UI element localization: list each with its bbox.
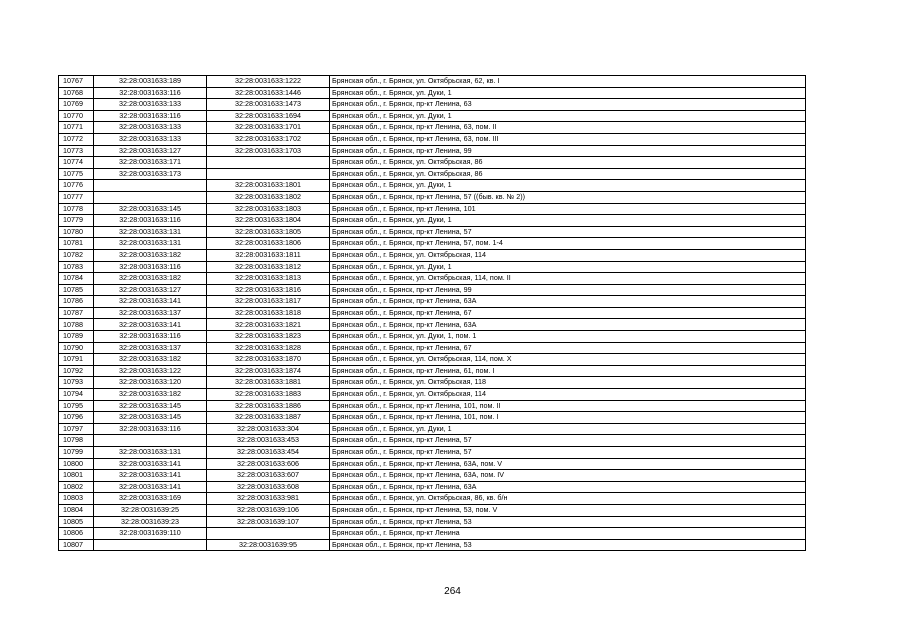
row-number-cell: 10791 [59,354,94,366]
parent-cadastral-number-cell: 32:28:0031633:145 [94,400,207,412]
row-number-cell: 10780 [59,226,94,238]
address-cell: Брянская обл., г. Брянск, пр-кт Ленина, 63 [330,99,806,111]
cadastral-number-cell: 32:28:0031633:1801 [207,180,330,192]
row-number-cell: 10797 [59,423,94,435]
table-row [59,157,806,169]
row-number-cell: 10772 [59,133,94,145]
table-row [59,191,806,203]
parent-cadastral-number-cell: 32:28:0031633:137 [94,342,207,354]
parent-cadastral-number-cell: 32:28:0031633:131 [94,226,207,238]
cadastral-number-cell: 32:28:0031633:607 [207,470,330,482]
row-number-cell: 10799 [59,447,94,459]
cadastral-number-cell: 32:28:0031633:1473 [207,99,330,111]
address-cell: Брянская обл., г. Брянск, пр-кт Ленина, 63, пом. III [330,133,806,145]
address-cell: Брянская обл., г. Брянск, пр-кт Ленина, 57 ((быв. кв. № 2)) [330,191,806,203]
address-cell: Брянская обл., г. Брянск, пр-кт Ленина, 63А, пом. IV [330,470,806,482]
cadastral-number-cell: 32:28:0031633:981 [207,493,330,505]
parent-cadastral-number-cell: 32:28:0031633:116 [94,261,207,273]
address-cell: Брянская обл., г. Брянск, ул. Дуки, 1 [330,261,806,273]
cadastral-number-cell: 32:28:0031633:1881 [207,377,330,389]
address-cell: Брянская обл., г. Брянск, пр-кт Ленина, 67 [330,307,806,319]
table-row [59,493,806,505]
parent-cadastral-number-cell [94,191,207,203]
address-cell: Брянская обл., г. Брянск, пр-кт Ленина, 53 [330,539,806,551]
table-row [59,528,806,540]
address-cell: Брянская обл., г. Брянск, пр-кт Ленина, 57, пом. 1-4 [330,238,806,250]
address-cell: Брянская обл., г. Брянск, пр-кт Ленина, 63, пом. II [330,122,806,134]
parent-cadastral-number-cell: 32:28:0031633:141 [94,319,207,331]
parent-cadastral-number-cell: 32:28:0031633:127 [94,145,207,157]
address-cell: Брянская обл., г. Брянск, пр-кт Ленина, 61, пом. I [330,365,806,377]
row-number-cell: 10795 [59,400,94,412]
row-number-cell: 10806 [59,528,94,540]
address-cell: Брянская обл., г. Брянск, ул. Октябрьская, 114, пом. II [330,273,806,285]
address-cell: Брянская обл., г. Брянск, ул. Дуки, 1 [330,215,806,227]
registry-table-body [59,76,806,551]
parent-cadastral-number-cell: 32:28:0031633:116 [94,87,207,99]
row-number-cell: 10802 [59,481,94,493]
address-cell: Брянская обл., г. Брянск, пр-кт Ленина, 57 [330,435,806,447]
address-cell: Брянская обл., г. Брянск, пр-кт Ленина, 57 [330,226,806,238]
row-number-cell: 10778 [59,203,94,215]
cadastral-number-cell [207,157,330,169]
parent-cadastral-number-cell: 32:28:0031633:131 [94,238,207,250]
address-cell: Брянская обл., г. Брянск, пр-кт Ленина, 53, пом. V [330,504,806,516]
parent-cadastral-number-cell: 32:28:0031633:141 [94,296,207,308]
table-row [59,203,806,215]
address-cell: Брянская обл., г. Брянск, ул. Дуки, 1 [330,87,806,99]
table-row [59,319,806,331]
address-cell: Брянская обл., г. Брянск, пр-кт Ленина [330,528,806,540]
row-number-cell: 10793 [59,377,94,389]
table-row [59,458,806,470]
address-cell: Брянская обл., г. Брянск, пр-кт Ленина, 67 [330,342,806,354]
row-number-cell: 10789 [59,331,94,343]
table-row [59,307,806,319]
parent-cadastral-number-cell: 32:28:0031633:145 [94,203,207,215]
cadastral-number-cell: 32:28:0031633:1883 [207,389,330,401]
row-number-cell: 10773 [59,145,94,157]
parent-cadastral-number-cell: 32:28:0031633:116 [94,331,207,343]
parent-cadastral-number-cell [94,539,207,551]
cadastral-number-cell: 32:28:0031633:1804 [207,215,330,227]
cadastral-number-cell [207,528,330,540]
table-row [59,412,806,424]
address-cell: Брянская обл., г. Брянск, ул. Дуки, 1 [330,180,806,192]
cadastral-number-cell: 32:28:0031633:454 [207,447,330,459]
parent-cadastral-number-cell: 32:28:0031633:133 [94,133,207,145]
cadastral-number-cell: 32:28:0031633:1694 [207,110,330,122]
address-cell: Брянская обл., г. Брянск, ул. Октябрьская, 86, кв. б/н [330,493,806,505]
address-cell: Брянская обл., г. Брянск, пр-кт Ленина, 63А [330,481,806,493]
cadastral-number-cell: 32:28:0031633:1811 [207,249,330,261]
row-number-cell: 10794 [59,389,94,401]
address-cell: Брянская обл., г. Брянск, ул. Октябрьская, 118 [330,377,806,389]
address-cell: Брянская обл., г. Брянск, ул. Октябрьская, 86 [330,168,806,180]
row-number-cell: 10790 [59,342,94,354]
parent-cadastral-number-cell [94,435,207,447]
row-number-cell: 10776 [59,180,94,192]
table-row [59,354,806,366]
parent-cadastral-number-cell: 32:28:0031633:133 [94,122,207,134]
cadastral-number-cell: 32:28:0031633:1821 [207,319,330,331]
cadastral-number-cell: 32:28:0031633:1813 [207,273,330,285]
parent-cadastral-number-cell: 32:28:0031633:169 [94,493,207,505]
cadastral-number-cell: 32:28:0031633:1701 [207,122,330,134]
row-number-cell: 10801 [59,470,94,482]
row-number-cell: 10786 [59,296,94,308]
parent-cadastral-number-cell: 32:28:0031633:182 [94,273,207,285]
cadastral-number-cell [207,168,330,180]
cadastral-number-cell: 32:28:0031633:304 [207,423,330,435]
cadastral-number-cell: 32:28:0031633:1870 [207,354,330,366]
table-row [59,331,806,343]
table-row [59,296,806,308]
row-number-cell: 10800 [59,458,94,470]
address-cell: Брянская обл., г. Брянск, пр-кт Ленина, 53 [330,516,806,528]
parent-cadastral-number-cell: 32:28:0031633:182 [94,249,207,261]
cadastral-number-cell: 32:28:0031633:1828 [207,342,330,354]
cadastral-number-cell: 32:28:0031633:1702 [207,133,330,145]
row-number-cell: 10798 [59,435,94,447]
cadastral-number-cell: 32:28:0031633:1887 [207,412,330,424]
parent-cadastral-number-cell: 32:28:0031639:23 [94,516,207,528]
table-row [59,342,806,354]
cadastral-number-cell: 32:28:0031633:1816 [207,284,330,296]
table-row [59,261,806,273]
cadastral-number-cell: 32:28:0031639:95 [207,539,330,551]
row-number-cell: 10796 [59,412,94,424]
row-number-cell: 10782 [59,249,94,261]
row-number-cell: 10774 [59,157,94,169]
row-number-cell: 10807 [59,539,94,551]
cadastral-number-cell: 32:28:0031633:1817 [207,296,330,308]
parent-cadastral-number-cell: 32:28:0031633:116 [94,423,207,435]
cadastral-number-cell: 32:28:0031633:1446 [207,87,330,99]
cadastral-number-cell: 32:28:0031633:1818 [207,307,330,319]
address-cell: Брянская обл., г. Брянск, пр-кт Ленина, 63А [330,319,806,331]
address-cell: Брянская обл., г. Брянск, ул. Октябрьская, 114 [330,249,806,261]
cadastral-number-cell: 32:28:0031633:453 [207,435,330,447]
address-cell: Брянская обл., г. Брянск, ул. Дуки, 1 [330,110,806,122]
cadastral-number-cell: 32:28:0031633:1886 [207,400,330,412]
table-row [59,365,806,377]
parent-cadastral-number-cell: 32:28:0031633:141 [94,458,207,470]
parent-cadastral-number-cell: 32:28:0031639:110 [94,528,207,540]
table-row [59,389,806,401]
table-row [59,76,806,88]
address-cell: Брянская обл., г. Брянск, ул. Дуки, 1, пом. 1 [330,331,806,343]
parent-cadastral-number-cell: 32:28:0031633:127 [94,284,207,296]
page-number: 264 [444,586,461,597]
address-cell: Брянская обл., г. Брянск, пр-кт Ленина, 57 [330,447,806,459]
table-row [59,145,806,157]
row-number-cell: 10769 [59,99,94,111]
parent-cadastral-number-cell: 32:28:0031633:145 [94,412,207,424]
row-number-cell: 10785 [59,284,94,296]
parent-cadastral-number-cell: 32:28:0031639:25 [94,504,207,516]
address-cell: Брянская обл., г. Брянск, пр-кт Ленина, 101, пом. II [330,400,806,412]
table-row [59,180,806,192]
row-number-cell: 10805 [59,516,94,528]
cadastral-number-cell: 32:28:0031633:1874 [207,365,330,377]
address-cell: Брянская обл., г. Брянск, пр-кт Ленина, 63А, пом. V [330,458,806,470]
cadastral-number-cell: 32:28:0031633:1806 [207,238,330,250]
parent-cadastral-number-cell: 32:28:0031633:141 [94,470,207,482]
parent-cadastral-number-cell: 32:28:0031633:137 [94,307,207,319]
table-row [59,516,806,528]
row-number-cell: 10784 [59,273,94,285]
row-number-cell: 10771 [59,122,94,134]
table-row [59,133,806,145]
row-number-cell: 10777 [59,191,94,203]
table-row [59,226,806,238]
parent-cadastral-number-cell: 32:28:0031633:182 [94,354,207,366]
table-row [59,377,806,389]
row-number-cell: 10792 [59,365,94,377]
cadastral-number-cell: 32:28:0031633:1803 [207,203,330,215]
parent-cadastral-number-cell: 32:28:0031633:173 [94,168,207,180]
cadastral-number-cell: 32:28:0031633:1805 [207,226,330,238]
address-cell: Брянская обл., г. Брянск, пр-кт Ленина, 101, пом. I [330,412,806,424]
parent-cadastral-number-cell: 32:28:0031633:133 [94,99,207,111]
table-row [59,435,806,447]
cadastral-number-cell: 32:28:0031639:107 [207,516,330,528]
table-row [59,238,806,250]
cadastral-number-cell: 32:28:0031633:1222 [207,76,330,88]
row-number-cell: 10768 [59,87,94,99]
cadastral-number-cell: 32:28:0031639:106 [207,504,330,516]
registry-table [58,75,806,551]
address-cell: Брянская обл., г. Брянск, пр-кт Ленина, 99 [330,284,806,296]
table-row [59,168,806,180]
row-number-cell: 10803 [59,493,94,505]
address-cell: Брянская обл., г. Брянск, ул. Октябрьская, 86 [330,157,806,169]
row-number-cell: 10781 [59,238,94,250]
row-number-cell: 10804 [59,504,94,516]
parent-cadastral-number-cell: 32:28:0031633:141 [94,481,207,493]
parent-cadastral-number-cell: 32:28:0031633:131 [94,447,207,459]
row-number-cell: 10767 [59,76,94,88]
table-row [59,110,806,122]
table-row [59,122,806,134]
address-cell: Брянская обл., г. Брянск, ул. Октябрьская, 62, кв. I [330,76,806,88]
table-row [59,539,806,551]
parent-cadastral-number-cell: 32:28:0031633:120 [94,377,207,389]
parent-cadastral-number-cell: 32:28:0031633:116 [94,110,207,122]
address-cell: Брянская обл., г. Брянск, ул. Октябрьская, 114, пом. X [330,354,806,366]
address-cell: Брянская обл., г. Брянск, ул. Дуки, 1 [330,423,806,435]
address-cell: Брянская обл., г. Брянск, ул. Октябрьская, 114 [330,389,806,401]
parent-cadastral-number-cell: 32:28:0031633:122 [94,365,207,377]
table-row [59,87,806,99]
table-row [59,470,806,482]
row-number-cell: 10779 [59,215,94,227]
row-number-cell: 10783 [59,261,94,273]
address-cell: Брянская обл., г. Брянск, пр-кт Ленина, 63А [330,296,806,308]
table-row [59,447,806,459]
table-row [59,423,806,435]
address-cell: Брянская обл., г. Брянск, пр-кт Ленина, 101 [330,203,806,215]
parent-cadastral-number-cell [94,180,207,192]
row-number-cell: 10770 [59,110,94,122]
cadastral-number-cell: 32:28:0031633:608 [207,481,330,493]
table-row [59,273,806,285]
address-cell: Брянская обл., г. Брянск, пр-кт Ленина, 99 [330,145,806,157]
cadastral-number-cell: 32:28:0031633:1802 [207,191,330,203]
table-row [59,400,806,412]
cadastral-number-cell: 32:28:0031633:1703 [207,145,330,157]
row-number-cell: 10788 [59,319,94,331]
row-number-cell: 10787 [59,307,94,319]
table-row [59,215,806,227]
parent-cadastral-number-cell: 32:28:0031633:189 [94,76,207,88]
parent-cadastral-number-cell: 32:28:0031633:171 [94,157,207,169]
cadastral-number-cell: 32:28:0031633:1823 [207,331,330,343]
parent-cadastral-number-cell: 32:28:0031633:116 [94,215,207,227]
cadastral-number-cell: 32:28:0031633:606 [207,458,330,470]
table-row [59,249,806,261]
parent-cadastral-number-cell: 32:28:0031633:182 [94,389,207,401]
table-row [59,99,806,111]
row-number-cell: 10775 [59,168,94,180]
cadastral-number-cell: 32:28:0031633:1812 [207,261,330,273]
table-row [59,504,806,516]
table-row [59,481,806,493]
table-row [59,284,806,296]
